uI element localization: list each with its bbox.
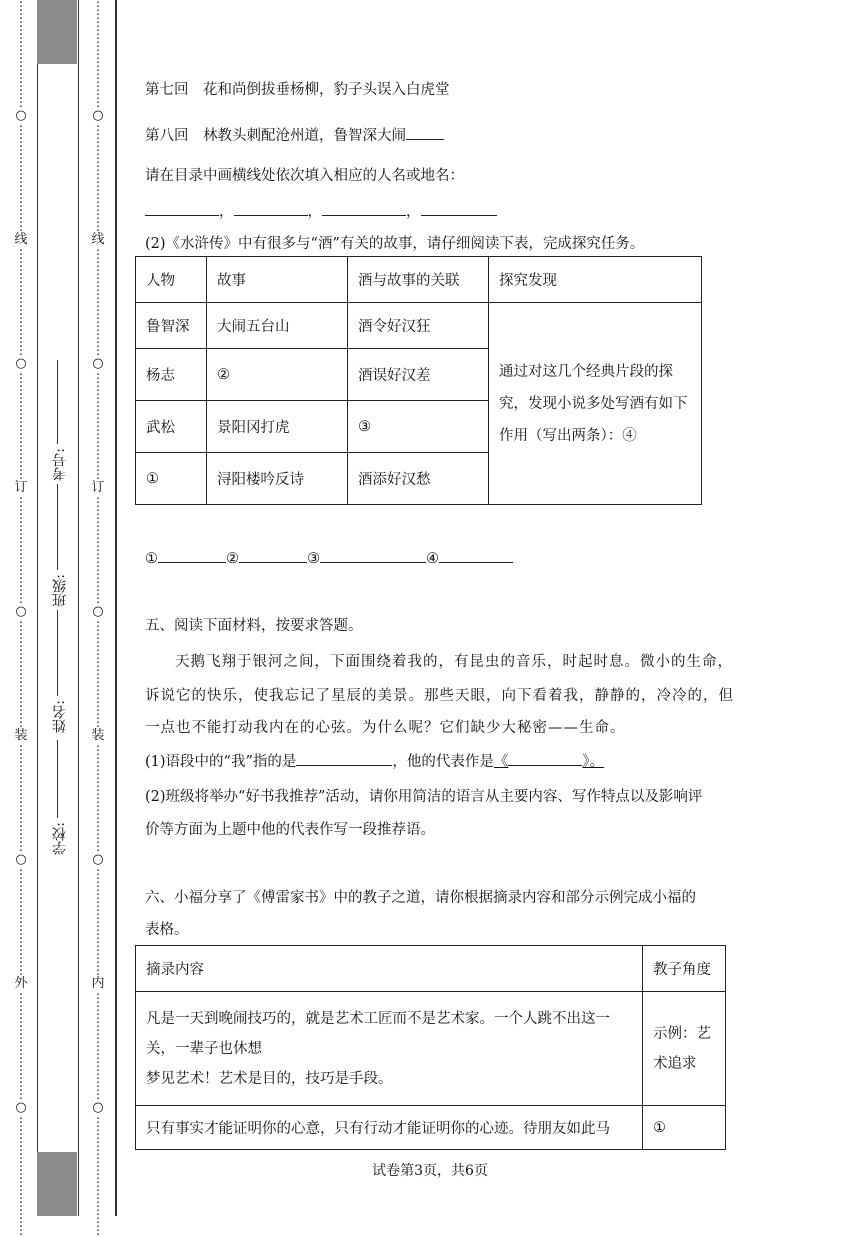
binding-dot: ⋮ [15, 891, 27, 905]
binding-dot: ⋮ [92, 827, 104, 841]
binding-dot: ⋮ [15, 839, 27, 853]
binding-dot: ⋮ [15, 247, 27, 261]
binding-dot: ⋮ [92, 455, 104, 469]
binding-dot: ⋮ [15, 1015, 27, 1029]
binding-dot: ⋮ [15, 159, 27, 173]
binding-dot: ⋮ [92, 183, 104, 197]
binding-dot: ⋮ [15, 1063, 27, 1077]
section-6-title-2: 表格。 [145, 922, 189, 938]
binding-dot: ⋮ [15, 591, 27, 605]
binding-dot: ⋮ [15, 1223, 27, 1237]
binding-dot: ⋮ [92, 467, 104, 481]
binding-dot: ⋮ [92, 927, 104, 941]
binding-dot: ⋮ [15, 1039, 27, 1053]
binding-dot: ⋮ [15, 23, 27, 37]
blank-1[interactable] [145, 201, 219, 216]
binding-dot: ⋮ [15, 691, 27, 705]
binding-dot: ⋮ [15, 667, 27, 681]
binding-dot: ⋮ [15, 715, 27, 729]
binding-dot: ⋮ [92, 171, 104, 185]
binding-dot: ⋮ [92, 0, 104, 13]
binding-dot: ⋮ [92, 779, 104, 793]
binding-dot: ⋮ [92, 543, 104, 557]
binding-marker: ○ [92, 604, 104, 619]
binding-dot: ⋮ [92, 247, 104, 261]
table-cell: 酒误好汉差 [348, 349, 489, 401]
fill-blanks-row: ， ， ， [145, 200, 497, 221]
binding-dot: ⋮ [15, 319, 27, 333]
fu-lei-table [135, 945, 726, 1150]
answer-mark-1: ① [145, 551, 158, 567]
binding-marker: ○ [92, 356, 104, 371]
binding-dot: ⋮ [15, 703, 27, 717]
header-excerpt: 摘录内容 [136, 946, 643, 992]
binding-dot: ⋮ [15, 47, 27, 61]
binding-dot: ⋮ [92, 1115, 104, 1129]
table-cell-blank-3[interactable]: ③ [348, 401, 489, 453]
binding-dot: ⋮ [15, 431, 27, 445]
table-cell: 杨志 [136, 349, 207, 401]
binding-dot: ⋮ [92, 755, 104, 769]
section-5-title: 五、阅读下面材料，按要求答题。 [145, 618, 363, 634]
binding-dot: ⋮ [92, 135, 104, 149]
binding-dot: ⋮ [15, 11, 27, 25]
binding-dot: ⋮ [15, 963, 27, 977]
binding-dot: ⋮ [15, 915, 27, 929]
table-cell: 鲁智深 [136, 303, 207, 349]
passage-line-3: 一点也不能打动我内在的心弦。为什么呢？它们缺少大秘密——生命。 [145, 720, 626, 736]
binding-dot: ⋮ [92, 643, 104, 657]
binding-dot: ⋮ [15, 135, 27, 149]
binding-dot: ⋮ [92, 803, 104, 817]
binding-dot: ⋮ [92, 431, 104, 445]
binding-dot: ⋮ [15, 443, 27, 457]
angle-1-line-1: 示例：艺 [653, 1025, 711, 1042]
answer-mark-4: ④ [426, 551, 439, 567]
excerpt-1-line-3: 梦见艺术！艺术是目的，技巧是手段。 [146, 1070, 393, 1087]
binding-dot: ⋮ [15, 867, 27, 881]
excerpt-1-line-2: 关，一辈子也休想 [146, 1040, 262, 1057]
answer-mark-3: ③ [307, 551, 320, 567]
binding-dot: ⋮ [15, 395, 27, 409]
binding-dot: ⋮ [92, 35, 104, 49]
binding-dot: ⋮ [92, 147, 104, 161]
binding-dot: ⋮ [92, 991, 104, 1005]
binding-dot: ⋮ [15, 0, 27, 13]
binding-dot: ⋮ [92, 1139, 104, 1153]
binding-dot: ⋮ [15, 879, 27, 893]
binding-dot: ⋮ [92, 1199, 104, 1213]
blank-2[interactable] [234, 201, 308, 216]
angle-cell-2[interactable]: ① [643, 1106, 726, 1150]
binding-dot: ⋮ [92, 11, 104, 25]
answer-blank-1[interactable] [158, 548, 226, 563]
binding-dot: ⋮ [15, 939, 27, 953]
binding-dot: ⋮ [92, 939, 104, 953]
answer-blank-2[interactable] [239, 548, 307, 563]
binding-dot: ⋮ [15, 815, 27, 829]
binding-dot: ⋮ [15, 903, 27, 917]
binding-dot: ⋮ [92, 343, 104, 357]
binding-dot: ⋮ [92, 715, 104, 729]
wine-story-table [135, 256, 702, 505]
header-story: 故事 [207, 257, 348, 303]
student-info-bar [37, 0, 79, 1216]
binding-dot: ⋮ [92, 1187, 104, 1201]
binding-dot: ⋮ [15, 383, 27, 397]
binding-border-line [115, 0, 117, 1216]
binding-dot: ⋮ [92, 95, 104, 109]
binding-dot: ⋮ [15, 35, 27, 49]
binding-marker: 装 [14, 728, 28, 743]
answer-marks-row [145, 548, 513, 567]
excerpt-cell-2: 只有事实才能证明你的心意，只有行动才能证明你的心迹。待朋友如此马 [136, 1106, 643, 1150]
binding-marker: 线 [91, 232, 105, 247]
binding-dot: ⋮ [92, 655, 104, 669]
binding-marker: ○ [15, 852, 27, 867]
binding-dot: ⋮ [92, 531, 104, 545]
binding-dot: ⋮ [15, 219, 27, 233]
binding-dot: ⋮ [15, 1075, 27, 1089]
binding-dot: ⋮ [15, 1003, 27, 1017]
q1-text-a: (1)语段中的“我”指的是 [145, 754, 297, 770]
binding-dot: ⋮ [92, 195, 104, 209]
binding-dot: ⋮ [15, 1175, 27, 1189]
binding-dot: ⋮ [92, 395, 104, 409]
binding-dot: ⋮ [92, 1003, 104, 1017]
question-2-wine: (2)《水浒传》中有很多与“酒”有关的故事，请仔细阅读下表，完成探究任务。 [145, 236, 645, 252]
binding-marker: ○ [15, 1100, 27, 1115]
section-6-title-1: 六、小福分享了《傅雷家书》中的教子之道，请你根据摘录内容和部分示例完成小福的 [145, 890, 696, 906]
binding-dot: ⋮ [15, 259, 27, 273]
binding-dot: ⋮ [92, 507, 104, 521]
binding-marker: ○ [92, 108, 104, 123]
binding-dot: ⋮ [15, 531, 27, 545]
binding-dot: ⋮ [15, 1211, 27, 1225]
binding-dot: ⋮ [92, 915, 104, 929]
binding-dot: ⋮ [15, 171, 27, 185]
answer-mark-2: ② [226, 551, 239, 567]
binding-dot: ⋮ [15, 767, 27, 781]
binding-dot: ⋮ [92, 271, 104, 285]
binding-dot: ⋮ [15, 779, 27, 793]
binding-dot: ⋮ [15, 343, 27, 357]
q1-blank-work[interactable] [508, 751, 582, 766]
binding-dot: ⋮ [15, 507, 27, 521]
angle-1-line-2: 术追求 [653, 1055, 697, 1072]
binding-dot: ⋮ [15, 951, 27, 965]
binding-dot: ⋮ [15, 407, 27, 421]
binding-dot: ⋮ [15, 619, 27, 633]
binding-dot: ⋮ [92, 555, 104, 569]
chapter-8-blank[interactable] [406, 125, 444, 140]
binding-dot: ⋮ [15, 207, 27, 221]
binding-dot: ⋮ [15, 371, 27, 385]
binding-dot: ⋮ [15, 755, 27, 769]
binding-dot: ⋮ [15, 991, 27, 1005]
binding-dot: ⋮ [92, 839, 104, 853]
binding-dot: ⋮ [15, 803, 27, 817]
answer-blank-3[interactable] [320, 548, 426, 563]
binding-dot: ⋮ [92, 495, 104, 509]
finding-cell [489, 303, 702, 505]
binding-dot: ⋮ [92, 83, 104, 97]
binding-dot: ⋮ [92, 1027, 104, 1041]
passage-line-2: 诉说它的快乐，使我忘记了星辰的美景。那些天眼，向下看着我，静静的，冷冷的，但 [145, 688, 734, 704]
binding-dot: ⋮ [15, 307, 27, 321]
q1-text-b: ，他的代表作是 [392, 754, 494, 770]
binding-marker: ○ [92, 852, 104, 867]
binding-dot: ⋮ [92, 23, 104, 37]
passage-line-1: 天鹅飞翔于银河之间，下面围绕着我的，有昆虫的音乐，时起时息。微小的生命， [175, 654, 733, 670]
binding-dot: ⋮ [92, 283, 104, 297]
binding-dot: ⋮ [92, 331, 104, 345]
binding-marker: ○ [15, 108, 27, 123]
binding-dot: ⋮ [92, 567, 104, 581]
binding-dot: ⋮ [92, 951, 104, 965]
section-5-q2-line-1: (2)班级将举办“好书我推荐”活动，请你用简洁的语言从主要内容、写作特点以及影响评 [145, 789, 703, 805]
binding-dot: ⋮ [92, 591, 104, 605]
binding-marker: ○ [92, 1100, 104, 1115]
binding-dot: ⋮ [15, 1087, 27, 1101]
excerpt-cell-1 [136, 992, 643, 1106]
binding-marker: 线 [14, 232, 28, 247]
binding-dot: ⋮ [15, 183, 27, 197]
binding-dot: ⋮ [15, 1151, 27, 1165]
binding-dot: ⋮ [92, 519, 104, 533]
binding-dot: ⋮ [92, 1211, 104, 1225]
binding-dot: ⋮ [15, 679, 27, 693]
q1-bracket-open: 《 [493, 754, 509, 770]
blank-4[interactable] [421, 201, 497, 216]
answer-blank-4[interactable] [439, 548, 513, 563]
binding-dot: ⋮ [92, 407, 104, 421]
binding-dot: ⋮ [15, 71, 27, 85]
chapter-7: 第七回 花和尚倒拔垂杨柳，豹子头误入白虎堂 [145, 82, 450, 98]
binding-dot: ⋮ [92, 1151, 104, 1165]
binding-dot: ⋮ [92, 631, 104, 645]
binding-marker: 订 [91, 480, 105, 495]
binding-dot: ⋮ [92, 1087, 104, 1101]
binding-dot: ⋮ [92, 743, 104, 757]
name-field[interactable] [57, 610, 58, 696]
binding-dot: ⋮ [92, 1051, 104, 1065]
binding-dot: ⋮ [15, 83, 27, 97]
chapter-8 [145, 124, 444, 145]
binding-dot: ⋮ [15, 1115, 27, 1129]
blank-3[interactable] [322, 201, 406, 216]
binding-dot: ⋮ [92, 1223, 104, 1237]
binding-dot: ⋮ [15, 555, 27, 569]
binding-dot: ⋮ [92, 1039, 104, 1053]
binding-dot: ⋮ [92, 159, 104, 173]
right-dotted-column [91, 0, 105, 1237]
binding-dot: ⋮ [15, 147, 27, 161]
binding-dot: ⋮ [15, 195, 27, 209]
chapter-8-text: 第八回 林教头刺配沧州道，鲁智深大闹 [145, 128, 406, 144]
binding-dot: ⋮ [15, 543, 27, 557]
binding-dot: ⋮ [92, 319, 104, 333]
binding-marker: 装 [91, 728, 105, 743]
binding-marker: 外 [14, 976, 28, 991]
binding-dot: ⋮ [92, 443, 104, 457]
binding-dot: ⋮ [15, 1187, 27, 1201]
page-footer: 试卷第3页，共6页 [372, 1163, 488, 1179]
binding-dot: ⋮ [15, 1027, 27, 1041]
q1-blank-person[interactable] [296, 751, 392, 766]
table-cell: 景阳冈打虎 [207, 401, 348, 453]
binding-dot: ⋮ [15, 59, 27, 73]
class-label: 班级: [52, 574, 68, 607]
binding-dot: ⋮ [15, 95, 27, 109]
binding-dot: ⋮ [92, 259, 104, 273]
binding-dot: ⋮ [92, 295, 104, 309]
binding-dot: ⋮ [92, 703, 104, 717]
table-cell-blank-1[interactable]: ① [136, 453, 207, 505]
table-cell: 酒添好汉愁 [348, 453, 489, 505]
binding-dot: ⋮ [92, 1075, 104, 1089]
header-angle: 教子角度 [643, 946, 726, 992]
class-field[interactable] [57, 484, 58, 570]
binding-dot: ⋮ [92, 579, 104, 593]
binding-dot: ⋮ [15, 123, 27, 137]
binding-dot: ⋮ [15, 495, 27, 509]
binding-dot: ⋮ [92, 207, 104, 221]
binding-dot: ⋮ [15, 467, 27, 481]
binding-dot: ⋮ [15, 455, 27, 469]
binding-dot: ⋮ [15, 295, 27, 309]
binding-dot: ⋮ [92, 767, 104, 781]
binding-dot: ⋮ [92, 815, 104, 829]
binding-dot: ⋮ [92, 1015, 104, 1029]
name-label: 姓名: [52, 700, 68, 733]
binding-dot: ⋮ [92, 619, 104, 633]
binding-dot: ⋮ [15, 1127, 27, 1141]
fill-instruction: 请在目录中画横线处依次填入相应的人名或地名： [145, 168, 464, 184]
binding-dot: ⋮ [15, 283, 27, 297]
binding-dot: ⋮ [92, 419, 104, 433]
binding-dot: ⋮ [92, 123, 104, 137]
binding-dot: ⋮ [15, 791, 27, 805]
binding-dot: ⋮ [15, 1051, 27, 1065]
header-finding: 探究发现 [489, 257, 702, 303]
binding-dot: ⋮ [92, 963, 104, 977]
binding-dot: ⋮ [15, 655, 27, 669]
binding-dot: ⋮ [15, 631, 27, 645]
binding-dot: ⋮ [92, 47, 104, 61]
table-cell: 大闹五台山 [207, 303, 348, 349]
binding-dot: ⋮ [15, 1199, 27, 1213]
binding-dot: ⋮ [92, 1175, 104, 1189]
binding-dot: ⋮ [15, 331, 27, 345]
binding-dot: ⋮ [92, 679, 104, 693]
binding-marker: ○ [15, 356, 27, 371]
left-dotted-column [14, 0, 28, 1237]
binding-dot: ⋮ [92, 371, 104, 385]
table-cell-blank-2[interactable]: ② [207, 349, 348, 401]
binding-dot: ⋮ [92, 383, 104, 397]
binding-dot: ⋮ [15, 927, 27, 941]
binding-marker: 订 [14, 480, 28, 495]
binding-dot: ⋮ [92, 891, 104, 905]
binding-dot: ⋮ [92, 219, 104, 233]
q1-bracket-close: 》。 [582, 754, 605, 770]
section-5-q2-line-2: 价等方面为上题中他的代表作写一段推荐语。 [145, 822, 435, 838]
binding-dot: ⋮ [92, 791, 104, 805]
exam-no-field[interactable] [57, 360, 58, 444]
binding-dot: ⋮ [92, 1063, 104, 1077]
finding-text: 通过对这几个经典片段的探究，发现小说多处写酒有如下作用（写出两条）：④ [499, 363, 688, 444]
table-cell: 酒令好汉狂 [348, 303, 489, 349]
binding-dot: ⋮ [92, 1163, 104, 1177]
section-5-q1 [145, 750, 604, 771]
table-cell: 武松 [136, 401, 207, 453]
binding-dot: ⋮ [15, 643, 27, 657]
binding-dot: ⋮ [15, 827, 27, 841]
binding-dot: ⋮ [15, 567, 27, 581]
binding-dot: ⋮ [92, 879, 104, 893]
binding-dot: ⋮ [92, 867, 104, 881]
binding-dot: ⋮ [92, 903, 104, 917]
table-cell: 浔阳楼吟反诗 [207, 453, 348, 505]
binding-marker: ○ [15, 604, 27, 619]
angle-cell-1 [643, 992, 726, 1106]
header-person: 人物 [136, 257, 207, 303]
school-field[interactable] [57, 740, 58, 818]
school-label: 学校: [52, 822, 68, 855]
binding-dot: ⋮ [15, 419, 27, 433]
binding-dot: ⋮ [92, 1127, 104, 1141]
binding-dot: ⋮ [92, 691, 104, 705]
binding-dot: ⋮ [15, 519, 27, 533]
gray-block-top [37, 0, 77, 64]
binding-marker: 内 [91, 976, 105, 991]
header-link: 酒与故事的关联 [348, 257, 489, 303]
binding-dot: ⋮ [92, 71, 104, 85]
binding-dot: ⋮ [92, 59, 104, 73]
binding-dot: ⋮ [92, 667, 104, 681]
binding-dot: ⋮ [15, 1163, 27, 1177]
binding-dot: ⋮ [15, 743, 27, 757]
binding-dot: ⋮ [15, 1139, 27, 1153]
binding-dot: ⋮ [92, 307, 104, 321]
exam-no-label: 考号: [52, 448, 68, 481]
excerpt-1-line-1: 凡是一天到晚闹技巧的，就是艺术工匠而不是艺术家。一个人跳不出这一 [146, 1010, 610, 1027]
binding-dot: ⋮ [15, 579, 27, 593]
binding-dot: ⋮ [15, 271, 27, 285]
